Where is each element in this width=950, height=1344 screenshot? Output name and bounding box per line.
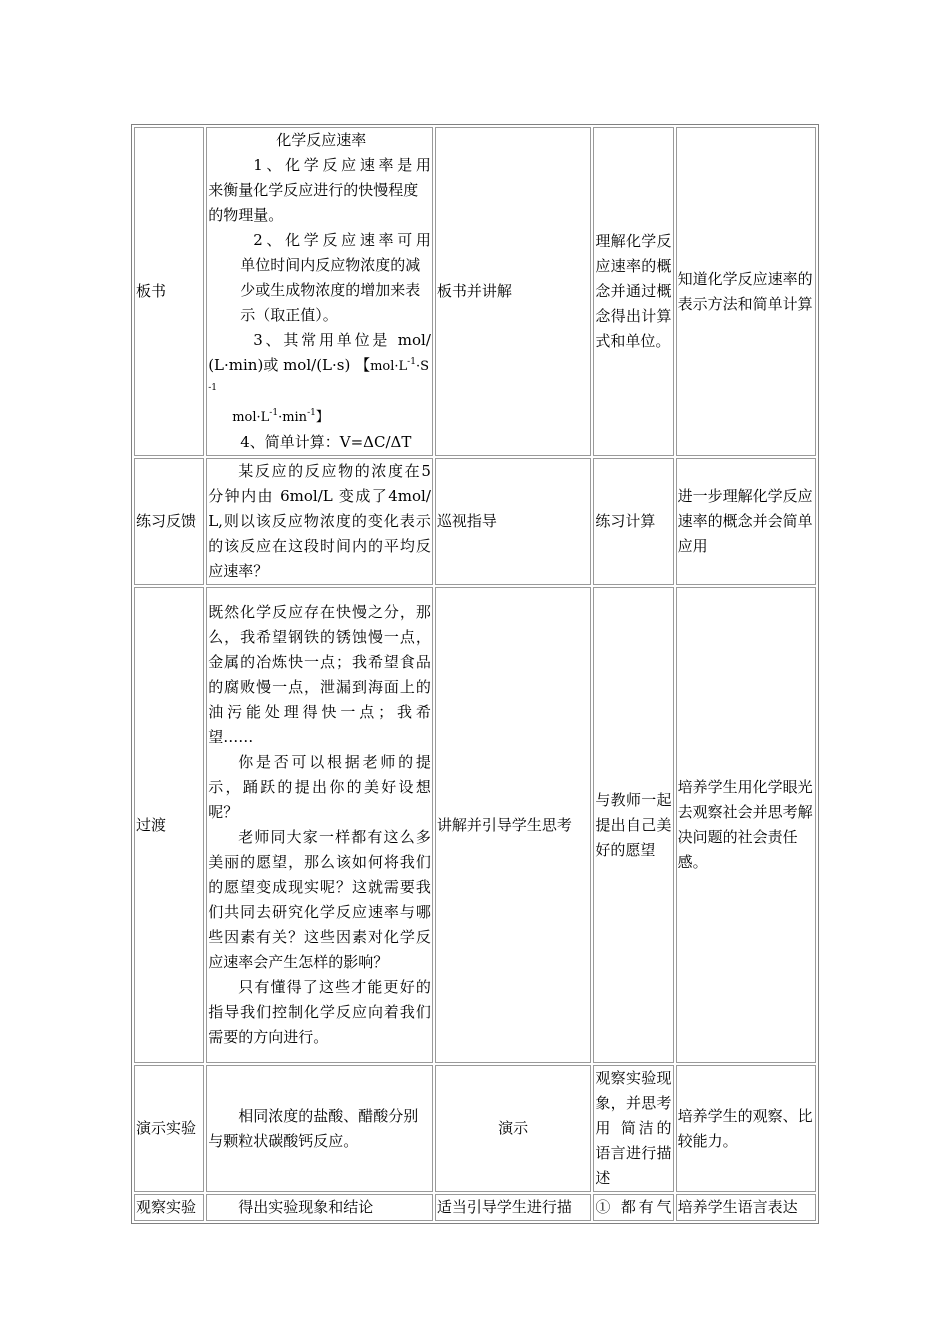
student-cell: 与教师一起提出自己美好的愿望 [593,587,673,1063]
table-row [134,127,816,456]
table-row [134,458,816,585]
content-cell [206,458,433,585]
teacher-cell: 演示 [435,1065,591,1192]
intent-cell: 知道化学反应速率的表示方法和简单计算 [676,127,816,456]
stage-cell: 练习反馈 [134,458,204,585]
stage-cell: 观察实验 [134,1194,204,1221]
unit-text: (L·min)或 mol/(L·s) 【 [208,356,371,374]
teacher-cell: 适当引导学生进行描 [435,1194,591,1221]
board-title: 化学反应速率 [276,131,367,149]
transition-paragraph-3: 老师同大家一样都有这么多美丽的愿望，那么该如何将我们的愿望变成现实呢？这就需要我们共同去研究化学反应速率与哪些因素有关？这些因素对化学反应速率会产生怎样的影响？ [208,828,431,971]
table-row [134,1194,816,1221]
board-point-2b: 单位时间内反应物浓度的减少或生成物浓度的增加来表示（取正值）。 [240,256,421,324]
intent-cell: 培养学生用化学眼光去观察社会并思考解决问题的社会责任感。 [676,587,816,1063]
student-cell: 理解化学反应速率的概念并通过概念得出计算式和单位。 [593,127,673,456]
table-row [134,587,816,1063]
lesson-plan-table [131,124,819,1224]
intent-cell: 培养学生的观察、比较能力。 [676,1065,816,1192]
board-point-2a: 2、化学反应速率可用 [253,231,431,249]
stage-cell: 板书 [134,127,204,456]
board-point-3a: 3、其常用单位是 mol/ [253,331,431,349]
teacher-cell: 讲解并引导学生思考 [435,587,591,1063]
student-cell: 练习计算 [593,458,673,585]
transition-paragraph-2: 你是否可以根据老师的提示，踊跃的提出你的美好设想呢？ [208,753,431,821]
intent-cell: 培养学生语言表达 [676,1194,816,1221]
board-point-3b: (L·min)或 mol/(L·s) 【$mol\cdot L^{-1}\cdot S^{-1}$ [208,356,429,393]
stage-cell: 过渡 [134,587,204,1063]
demo-description: 相同浓度的盐酸、醋酸分别与颗粒状碳酸钙反应。 [208,1106,419,1150]
board-point-1b: 来衡量化学反应进行的快慢程度的物理量。 [208,181,419,224]
teacher-cell: 板书并讲解 [435,127,591,456]
content-cell [206,127,433,456]
board-point-1a: 1、化学反应速率是用 [253,156,431,174]
student-cell: ① 都有气 [593,1194,673,1221]
intent-cell: 进一步理解化学反应速率的概念并会简单应用 [676,458,816,585]
content-cell [206,1065,433,1192]
board-point-3c: $mol\cdot L^{-1}\cdot\min^{-1}$】 [232,408,329,425]
board-point-4: 4、简单计算：V=ΔC/ΔT [240,433,412,451]
stage-cell: 演示实验 [134,1065,204,1192]
student-cell: 观察实验现象，并思考用 简洁的语言进行描述 [593,1065,673,1192]
content-cell [206,1194,433,1221]
transition-paragraph-4: 只有懂得了这些才能更好的指导我们控制化学反应向着我们需要的方向进行。 [208,978,431,1046]
content-cell [206,587,433,1063]
observe-description: 得出实验现象和结论 [238,1198,374,1216]
table-row [134,1065,816,1192]
transition-paragraph-1: 既然化学反应存在快慢之分，那么，我希望钢铁的锈蚀慢一点，金属的冶炼快一点；我希望食品的腐败慢一点，泄漏到海面上的油污能处理得快一点；我希望…… [208,603,431,746]
teacher-cell: 巡视指导 [435,458,591,585]
practice-question: 某反应的反应物的浓度在5 分钟内由 6mol/L 变成了4mol/L,则以该反应物浓度的变化表示的该反应在这段时间内的平均反应速率？ [208,462,431,580]
